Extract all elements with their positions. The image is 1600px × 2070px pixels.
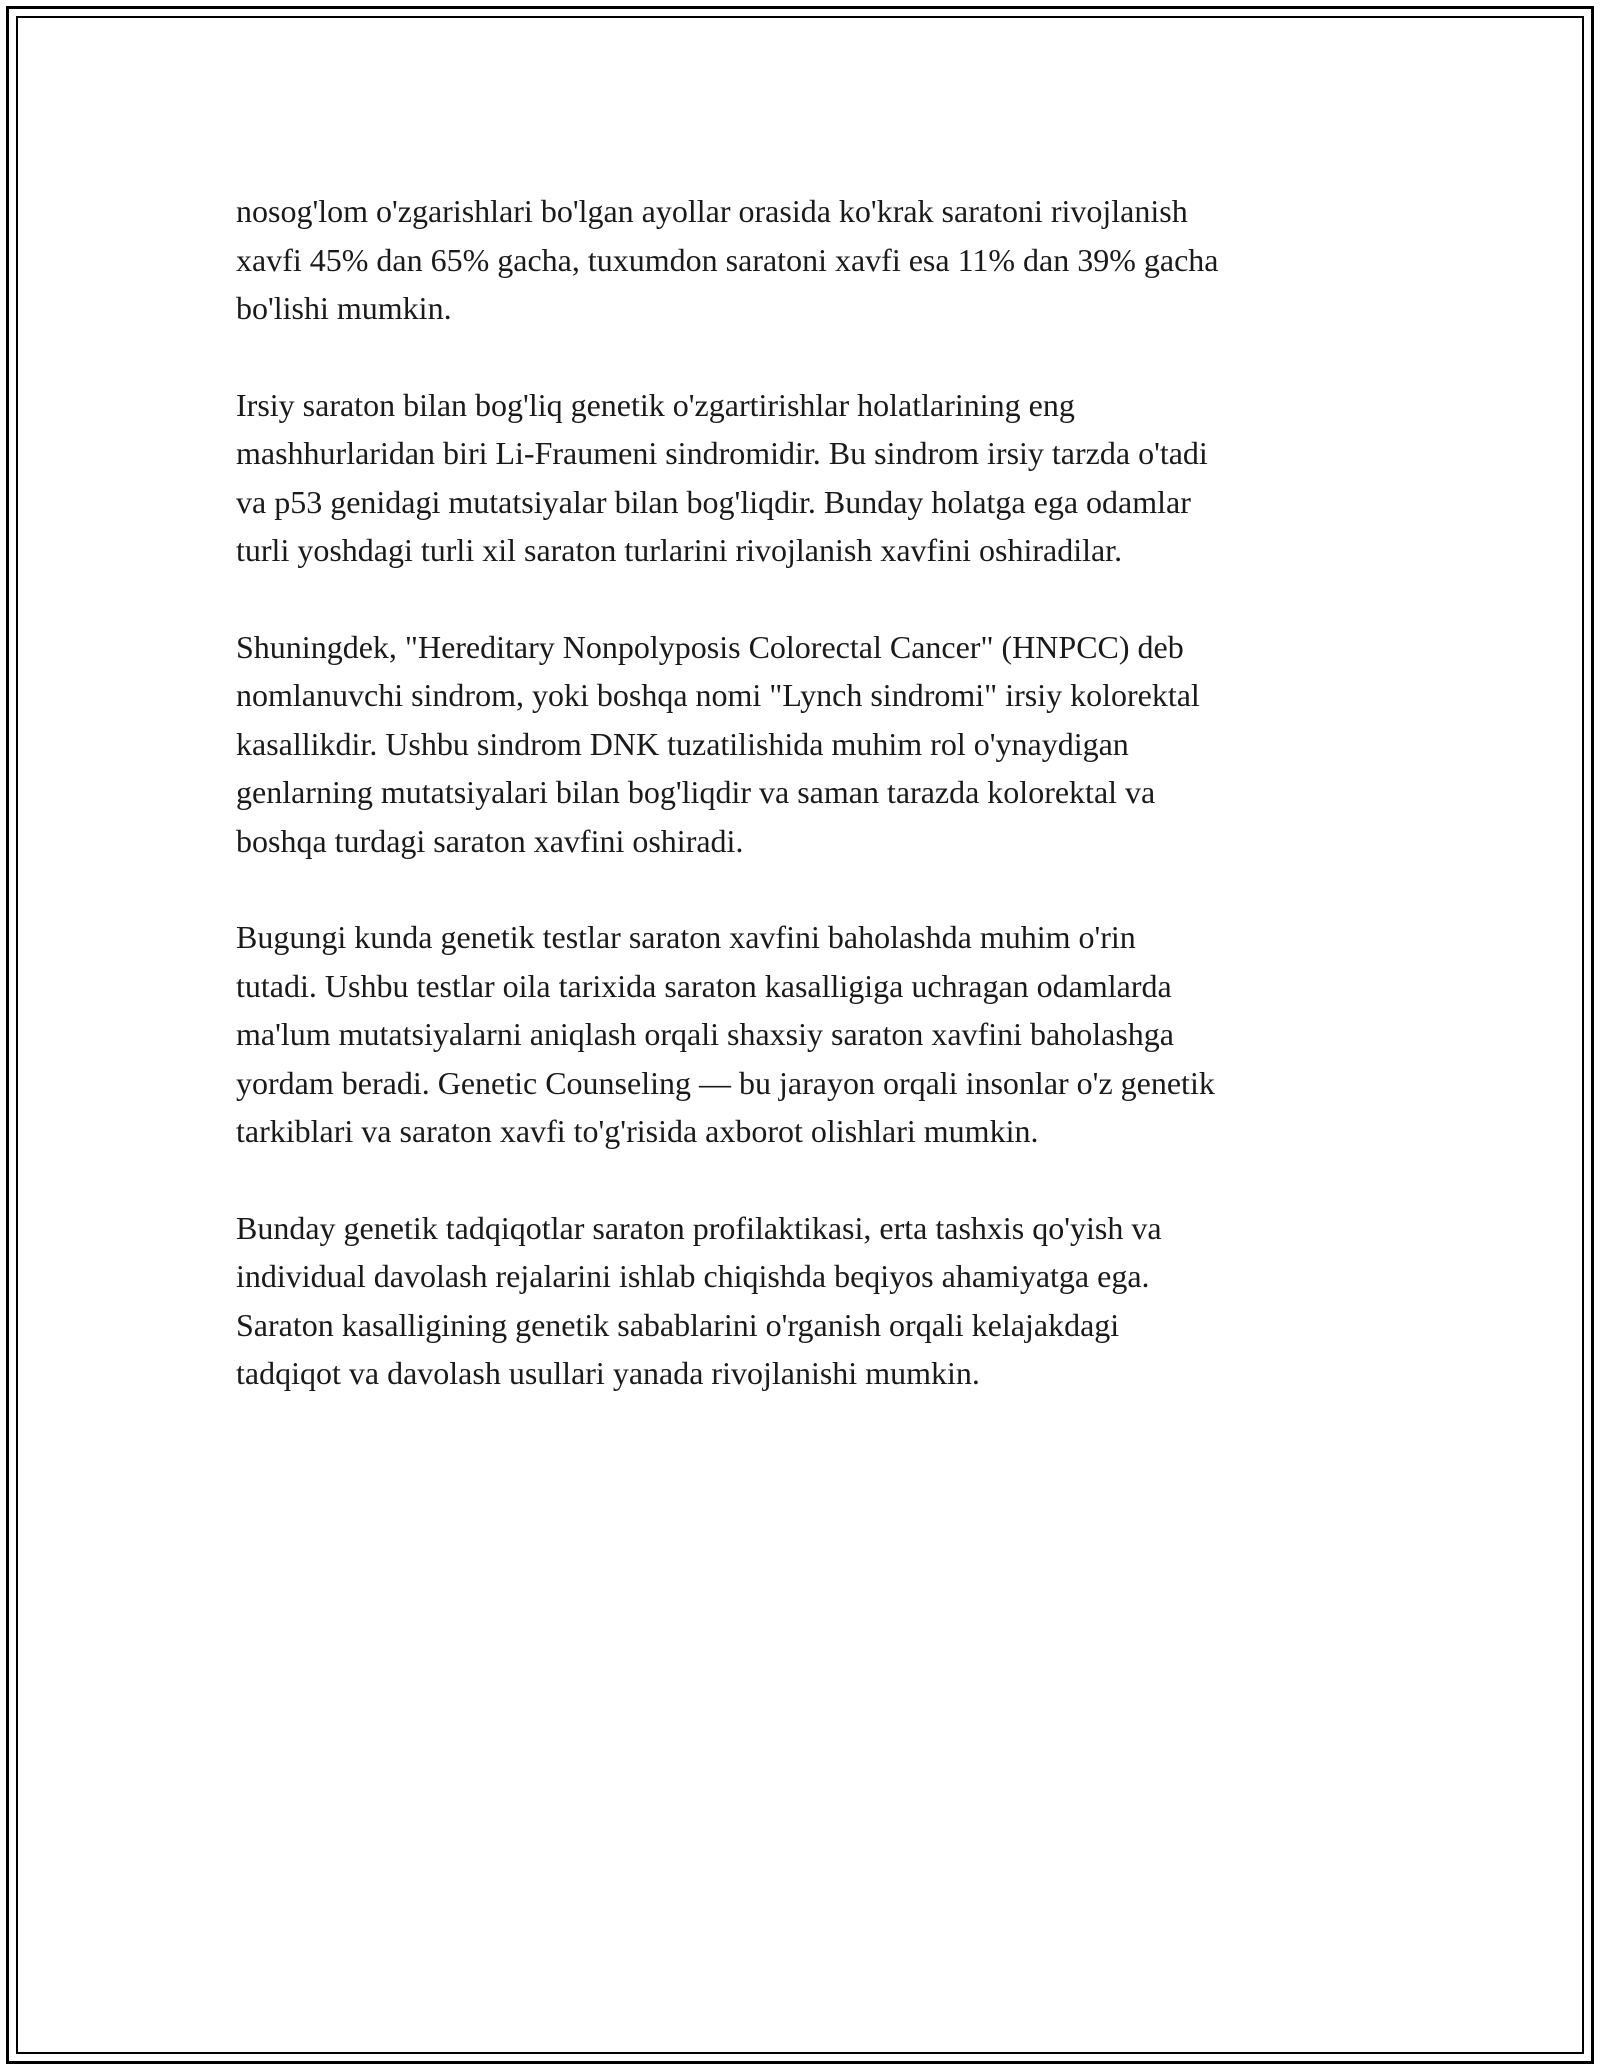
paragraph-1: nosog'lom o'zgarishlari bo'lgan ayollar orasida ko'krak saratoni rivojlanish xavfi 45% dan 65% gacha, tuxumdon saratoni xavfi esa 11% dan 39% gacha bo'lishi mumkin. <box>236 193 1219 326</box>
document-body <box>236 187 1376 1446</box>
paragraph-5: Bunday genetik tadqiqotlar saraton profilaktikasi, erta tashxis qo'yish va individual davolash rejalarini ishlab chiqishda beqiyos ahamiyatga ega. Saraton kasalligining genetik sabablarini o'rganish orqali kelajakdagi tadqiqot va davolash usullari yanada rivojlanishi mumkin. <box>236 1209 1162 1391</box>
paragraph-2: Irsiy saraton bilan bog'liq genetik o'zgartirishlar holatlarining eng mashhurlaridan biri Li-Fraumeni sindromidir. Bu sindrom irsiy tarzda o'tadi va p53 genidagi mutatsiyalar bilan bog'liqdir. Bunday holatga ega odamlar turli yoshdagi turli xil saraton turlarini rivojlanish xavfini oshiradilar. <box>236 386 1208 568</box>
paragraph-4: Bugungi kunda genetik testlar saraton xavfini baholashda muhim o'rin tutadi. Ushbu testlar oila tarixida saraton kasalligiga uchragan odamlarda ma'lum mutatsiyalarni aniqlash orqali shaxsiy saraton xavfini baholashga yordam beradi. Genetic Counseling — bu jarayon orqali insonlar o'z genetik tarkiblari va saraton xavfi to'g'risida axborot olishlari mumkin. <box>236 919 1215 1149</box>
paragraph-3: Shuningdek, "Hereditary Nonpolyposis Colorectal Cancer" (HNPCC) deb nomlanuvchi sindrom, yoki boshqa nomi "Lynch sindromi" irsiy kolorektal kasallikdir. Ushbu sindrom DNK tuzatilishida muhim rol o'ynaydigan genlarning mutatsiyalari bilan bog'liqdir va saman tarazda kolorektal va boshqa turdagi saraton xavfini oshiradi. <box>236 628 1200 859</box>
